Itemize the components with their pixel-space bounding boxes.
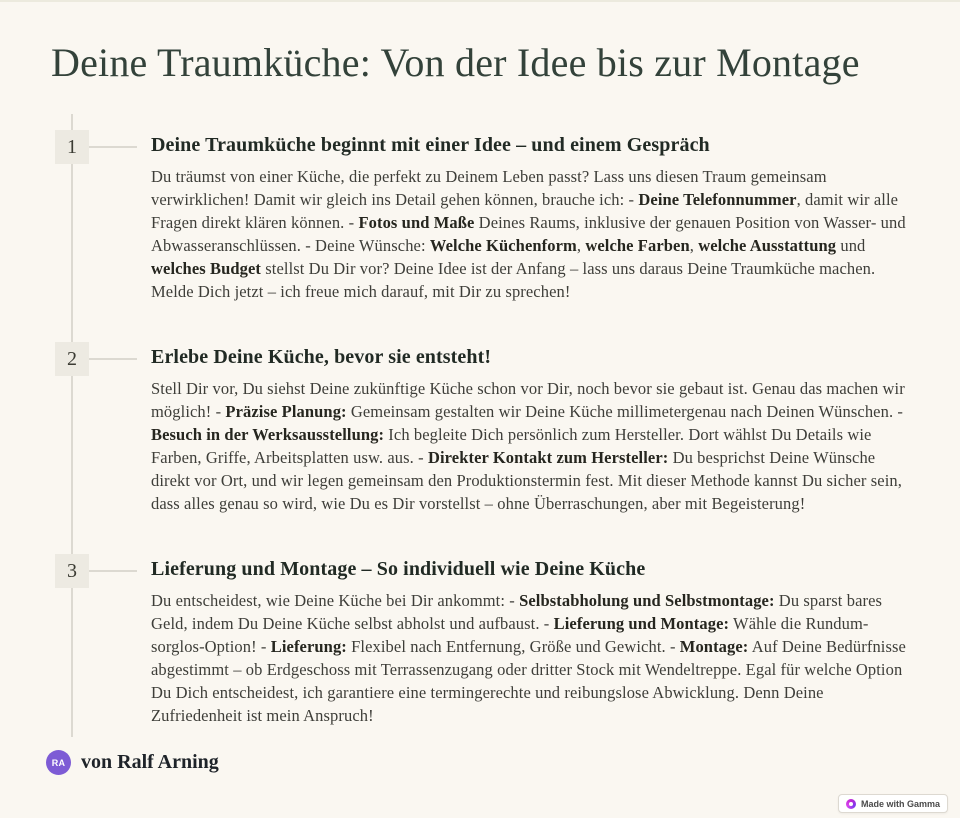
step-number-badge [55,342,89,376]
step-number: 1 [67,135,77,158]
section-heading: Erlebe Deine Küche, bevor sie entsteht! [151,346,492,368]
section-body: Du träumst von einer Küche, die perfekt zu Deinem Leben passt? Lass uns diesen Traum gemeinsam verwirklichen! Damit wir gleich ins Detail gehen können, brauche ich: - Deine Telefonnummer, damit wir alle Fragen direkt klären können. - Fotos und Maße Deines Raums, inklusive der genauen Position von Wasser- und Abwasseranschlüssen. - Deine Wünsche: Welche Küchenform, welche Farben, welche Ausstattung und welches Budget stellst Du Dir vor? Deine Idee ist der Anfang – lass uns daraus Deine Traumküche machen. Melde Dich jetzt – ich freue mich darauf, mit Dir zu sprechen! [151,167,906,301]
avatar [46,750,71,775]
gamma-logo-icon [846,799,856,809]
step-number: 3 [67,559,77,582]
section-step-3 [55,552,911,727]
section-heading: Lieferung und Montage – So individuell wie Deine Küche [151,558,646,580]
step-number-badge [55,554,89,588]
section-body: Stell Dir vor, Du siehst Deine zukünftige Küche schon vor Dir, noch bevor sie gebaut ist. Genau das machen wir möglich! - Präzise Planung: Gemeinsam gestalten wir Deine Küche millimetergenau nach Deinen Wünschen. - Besuch in der Werksausstellung: Ich begleite Dich persönlich zum Hersteller. Dort wählst Du Details wie Farben, Griffe, Arbeitsplatten usw. aus. - Direkter Kontakt zum Hersteller: Du besprichst Deine Wünsche direkt vor Ort, und wir legen gemeinsam den Produktionstermin fest. Mit dieser Methode kannst Du sicher sein, dass alles genau so wird, wie Du es Dir vorstellst – ohne Überraschungen, aber mit Begeisterung! [151,379,905,513]
timeline-connector [89,570,137,572]
timeline-connector [89,146,137,148]
section-step-1 [55,128,911,303]
made-with-gamma-badge[interactable] [838,794,948,813]
timeline-connector [89,358,137,360]
section-heading: Deine Traumküche beginnt mit einer Idee – und einem Gespräch [151,134,710,156]
section-body: Du entscheidest, wie Deine Küche bei Dir ankommt: - Selbstabholung und Selbstmontage: Du sparst bares Geld, indem Du Deine Küche selbst abholst und aufbaust. - Lieferung und Montage: Wähle die Rundum-sorglos-Option! - Lieferung: Flexibel nach Entfernung, Größe und Gewicht. - Montage: Auf Deine Bedürfnisse abgestimmt – ob Erdgeschoss mit Terrassenzugang oder dritter Stock mit Wendeltreppe. Egal für welche Option Du Dich entscheidest, ich garantiere eine termingerechte und reibungslose Abwicklung. Denn Deine Zufriedenheit ist mein Anspruch! [151,591,906,725]
step-number-badge [55,130,89,164]
made-with-gamma-label: Made with Gamma [860,798,940,809]
byline-text: von Ralf Arning [81,751,219,773]
avatar-initials: RA [51,757,66,768]
step-number: 2 [67,347,77,370]
page-title: Deine Traumküche: Von der Idee bis zur Montage [51,40,860,85]
author-byline-row [46,750,219,775]
section-step-2 [55,340,911,515]
